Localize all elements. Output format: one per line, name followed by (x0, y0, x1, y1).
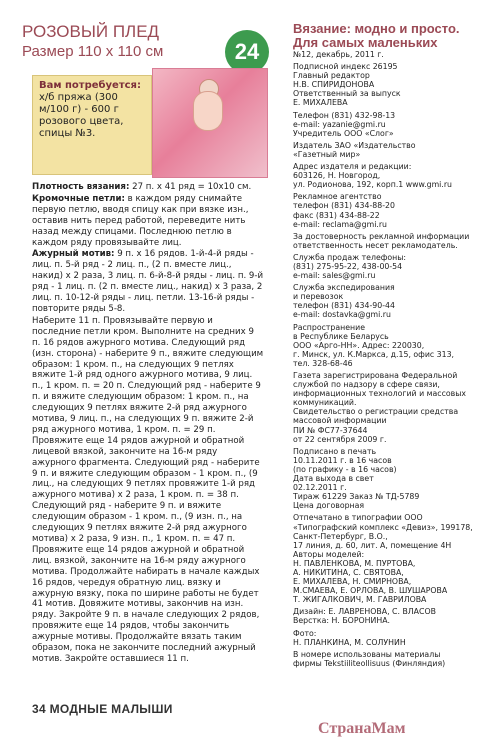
motif-label: Ажурный мотив: (32, 249, 115, 260)
imprint-line: ПИ № ФС77-37644 (293, 425, 368, 435)
imprint-line: e-mail: dostavka@gmi.ru (293, 310, 391, 320)
imprint-line: Ответственный за выпуск (293, 89, 401, 99)
imprint-line: ООО «Арго-НН». Адрес: 220030, (293, 340, 425, 350)
imprint-line: Е. МИХАЛЕВА (293, 98, 348, 108)
imprint-line: e-mail: sales@gmi.ru (293, 271, 376, 281)
imprint-line: Свидетельство о регистрации средства (293, 407, 459, 417)
imprint-line: Цена договорная (293, 501, 365, 511)
imprint-line: и перевозок (293, 292, 344, 302)
materials-text: х/б пряжа (300 м/100 г) - 600 г розового цвета, спицы №3. (39, 92, 124, 139)
imprint-line: Распространение (293, 322, 365, 332)
imprint-line: ул. Родионова, 192, корп.1 www.gmi.ru (293, 180, 452, 190)
imprint-line: 603126, Н. Новгород, (293, 171, 381, 181)
density-paragraph (32, 182, 264, 193)
imprint-line: Н. ПАВЛЕНКОВА, М. ПУРТОВА, (293, 558, 416, 568)
imprint-line: Отпечатано в типографии ООО (293, 513, 423, 523)
edge-label: Кромочные петли: (32, 193, 125, 204)
imprint-line: массовой информации (293, 416, 387, 426)
imprint-column (293, 22, 473, 668)
imprint-line: Адрес издателя и редакции: (293, 162, 412, 172)
imprint-line: Фото: (293, 628, 317, 638)
edge-paragraph (32, 194, 264, 249)
imprint-line: Тираж 61229 Заказ № ТД-5789 (293, 492, 420, 502)
model-number-badge: 24 (225, 30, 269, 74)
imprint-line: телефон (831) 434-88-20 (293, 201, 395, 211)
imprint-line: Верстка: Н. БОРОНИНА. (293, 616, 391, 626)
imprint-lines (293, 50, 473, 668)
imprint-line: Т. ЖИГАЛКОВИЧ, М. ГАВРИЛОВА (293, 595, 427, 605)
imprint-line: коммуникаций. (293, 398, 357, 408)
imprint-line: А. НИКИТИНА, С. СВЯТОВА, (293, 567, 404, 577)
imprint-line: тел. 328-68-46 (293, 358, 353, 368)
imprint-line: в Республике Беларусь (293, 331, 389, 341)
imprint-line: Санкт-Петербург, В.О., (293, 531, 388, 541)
imprint-line: телефон (831) 434-90-44 (293, 301, 395, 311)
imprint-line: Подписано в печать (293, 446, 377, 456)
imprint-line: Служба экспедирования (293, 283, 395, 293)
product-photo (152, 68, 268, 178)
imprint-line: 10.11.2011 г. в 16 часов (293, 455, 392, 465)
imprint-line: (по графику - в 16 часов) (293, 464, 397, 474)
edge-text: в каждом ряду снимайте первую петлю, вводя спицу как при вязке изн., оставив нить перед работой, переведите нить назад между спицами. Последнюю петлю в каждом ряду провязывайте лиц. (32, 193, 249, 248)
imprint-line: «Газетный мир» (293, 149, 361, 159)
imprint-line: Телефон (831) 432-98-13 (293, 110, 396, 120)
motif-paragraph (32, 249, 264, 314)
article-size: Размер 110 х 110 см (22, 43, 164, 60)
imprint-line: (831) 275-95-22, 438-00-54 (293, 261, 403, 271)
imprint-line: факс (831) 434-88-22 (293, 210, 380, 220)
imprint-line: Н. ПЛАНКИНА, М. СОЛУНИН (293, 637, 406, 647)
magazine-title: Вязание: модно и просто. Для самых маленьких (293, 21, 460, 50)
doll-body-shape (193, 91, 223, 131)
imprint-line: Издатель ЗАО «Издательство (293, 140, 416, 150)
imprint-line: Рекламное агентство (293, 192, 382, 202)
materials-heading: Вам потребуется: (39, 80, 141, 91)
instructions-paragraph: Наберите 11 п. Провязывайте первую и последние петли кром. Выполните на средних 9 п. 16 рядов ажурного мотива. Следующий ряд (изн. сторона) - наберите 9 п., вяжите следующим образом: 1 кром. п., на следующих 9 петлях вяжите 1-й ряд одного ажурного мотива, 9 лиц. п., 1 кром. п. = 20 п. Следующий ряд - наберите 9 п. и вяжите следующим образом: 1 кром. п., на следующих 9 петлях вяжите 2-й ряд ажурного мотива, 9 лиц. п., на следующих 9 п. вяжите 2-й ряд ажурного мотива, 1 кром. п. = 29 п. Провяжите еще 14 рядов ажурной и обратной лицевой вязкой, закончите на 16-м ряду ажурного фрагмента. Следующий ряд - наберите 9 п. и вяжите следующим образом - 1 кром. п., (9 лиц., на следующих 9 петлях провяжите 1-й ряд ажурного мотива) х 2 раза, 1 кром. п. = 38 п. Следующий ряд - наберите 9 п. и вяжите следующим образом - 1 кром. п., (9 изн. п., на следующих 9 петлях вяжите 2-й ряд ажурного мотива) х 2 раза, 9 изн. п., 1 кром. п. = 47 п. Провяжите еще 14 рядов ажурной и обратной лиц. вязкой, закончите на 16-м ряду ажурного мотива. Продолжайте набирать в начале каждых 16 рядов, чередуя обратную лиц. вязку и ажурную вязку, пока по ширине работы не будет 41 мотив. Довяжите мотивы, закончив на изн. ряду. Закройте 9 п. в начале следующих 2 рядов, провяжите еще 14 рядов, чтобы закончить ажурные мотивы. Продолжайте вязать таким образом, пока не закончите последний ажурный мотив. Закройте оставшиеся 11 п. (32, 315, 264, 664)
instructions-text (32, 182, 264, 666)
imprint-line: №12, декабрь, 2011 г. (293, 50, 384, 59)
imprint-line: Дизайн: Е. ЛАВРЕНОВА, С. ВЛАСОВ (293, 607, 436, 617)
page-footer: 34 МОДНЫЕ МАЛЫШИ (32, 702, 173, 716)
density-label: Плотность вязания: (32, 182, 130, 192)
imprint-line: В номере использованы материалы (293, 649, 441, 659)
imprint-line: 02.12.2011 г. (293, 483, 347, 493)
imprint-line: фирмы Tekstiiliteollisuus (Финляндия) (293, 658, 446, 668)
imprint-line: Служба продаж телефоны: (293, 252, 407, 262)
imprint-line: Е. МИХАЛЕВА, Н. СМИРНОВА, (293, 577, 412, 587)
imprint-line: Учредитель ООО «Слог» (293, 128, 394, 138)
imprint-line: Главный редактор (293, 71, 370, 81)
imprint-line: e-mail: yazanie@gmi.ru (293, 119, 386, 129)
imprint-line: Дата выхода в свет (293, 474, 374, 484)
imprint-line: службой по надзору в сфере связи, (293, 380, 440, 390)
article-title: РОЗОВЫЙ ПЛЕД (22, 22, 160, 41)
imprint-line: За достоверность рекламной информации (293, 231, 470, 241)
imprint-line: ответственность несет рекламодатель. (293, 240, 458, 250)
imprint-line: Газета зарегистрирована Федеральной (293, 371, 458, 380)
imprint-line: Н.В. СПИРИДОНОВА (293, 80, 375, 90)
materials-box (32, 75, 152, 175)
density-text: 27 п. х 41 ряд = 10х10 см. (129, 182, 252, 192)
imprint-line: Подписной индекс 26195 (293, 62, 398, 72)
imprint-line: Авторы моделей: (293, 549, 365, 559)
imprint-line: г. Минск, ул. К.Маркса, д.15, офис 313, (293, 349, 455, 359)
imprint-line: информационных технологий и массовых (293, 389, 466, 399)
site-watermark: СтранаМам (318, 720, 406, 737)
imprint-line: «Типографский комплекс «Девиз», 199178, (293, 522, 473, 532)
imprint-line: e-mail: reclama@gmi.ru (293, 219, 387, 229)
motif-text: 9 п. х 16 рядов. 1-й-4-й ряды - лиц. п. 5-й ряд - 2 лиц. п., (2 п. вместе лиц., накид) х 2 раза, 3 лиц. п. 6-й-8-й ряды - лиц. п. 9-й ряд - 1 лиц. п. (2 п. вместе лиц., накид) х 3 раза, 2 лиц. п. 10-12-й ряды - лиц. петли. 13-16-й ряды - повторите ряды 5-8. (32, 249, 264, 314)
imprint-line: М.СМАЕВА, Е. ОРЛОВА, В. ШУШАРОВА (293, 586, 448, 596)
imprint-line: от 22 сентября 2009 г. (293, 434, 387, 444)
imprint-line: 17 линия, д. 60, лит. А, помещение 4Н (293, 540, 452, 550)
